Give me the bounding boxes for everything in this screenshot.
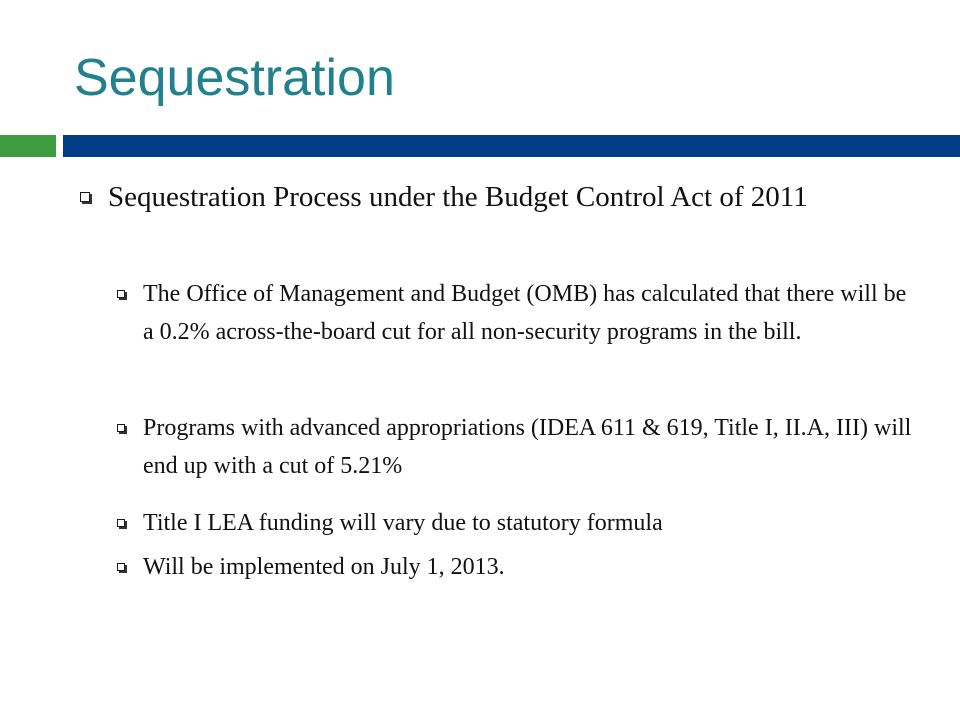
accent-bar-blue [63,135,960,157]
sub-bullet-text: The Office of Management and Budget (OMB) has calculated that there will be a 0.2% across-the-board cut for all non-security programs in the bill. [143,281,907,345]
sub-bullet-text: Will be implemented on July 1, 2013. [143,554,505,580]
sub-bullet-implementation-date [117,548,917,586]
square-bullet-icon [117,424,125,432]
square-bullet-icon [80,192,90,202]
bullet-main-text: Sequestration Process under the Budget Control Act of 2011 [108,181,808,213]
square-bullet-icon [117,290,125,298]
sub-bullet-title-i-lea [117,504,917,542]
sub-bullet-text: Programs with advanced appropriations (IDEA 611 & 619, Title I, II.A, III) will end up with a cut of 5.21% [143,415,912,479]
square-bullet-icon [117,563,125,571]
sub-bullet-omb [117,275,917,351]
accent-bar-green [0,135,56,157]
square-bullet-icon [117,519,125,527]
bullet-main [80,176,900,218]
sub-bullet-advanced-appropriations [117,409,917,485]
sub-bullet-text: Title I LEA funding will vary due to statutory formula [143,510,663,536]
slide-title: Sequestration [74,49,395,107]
